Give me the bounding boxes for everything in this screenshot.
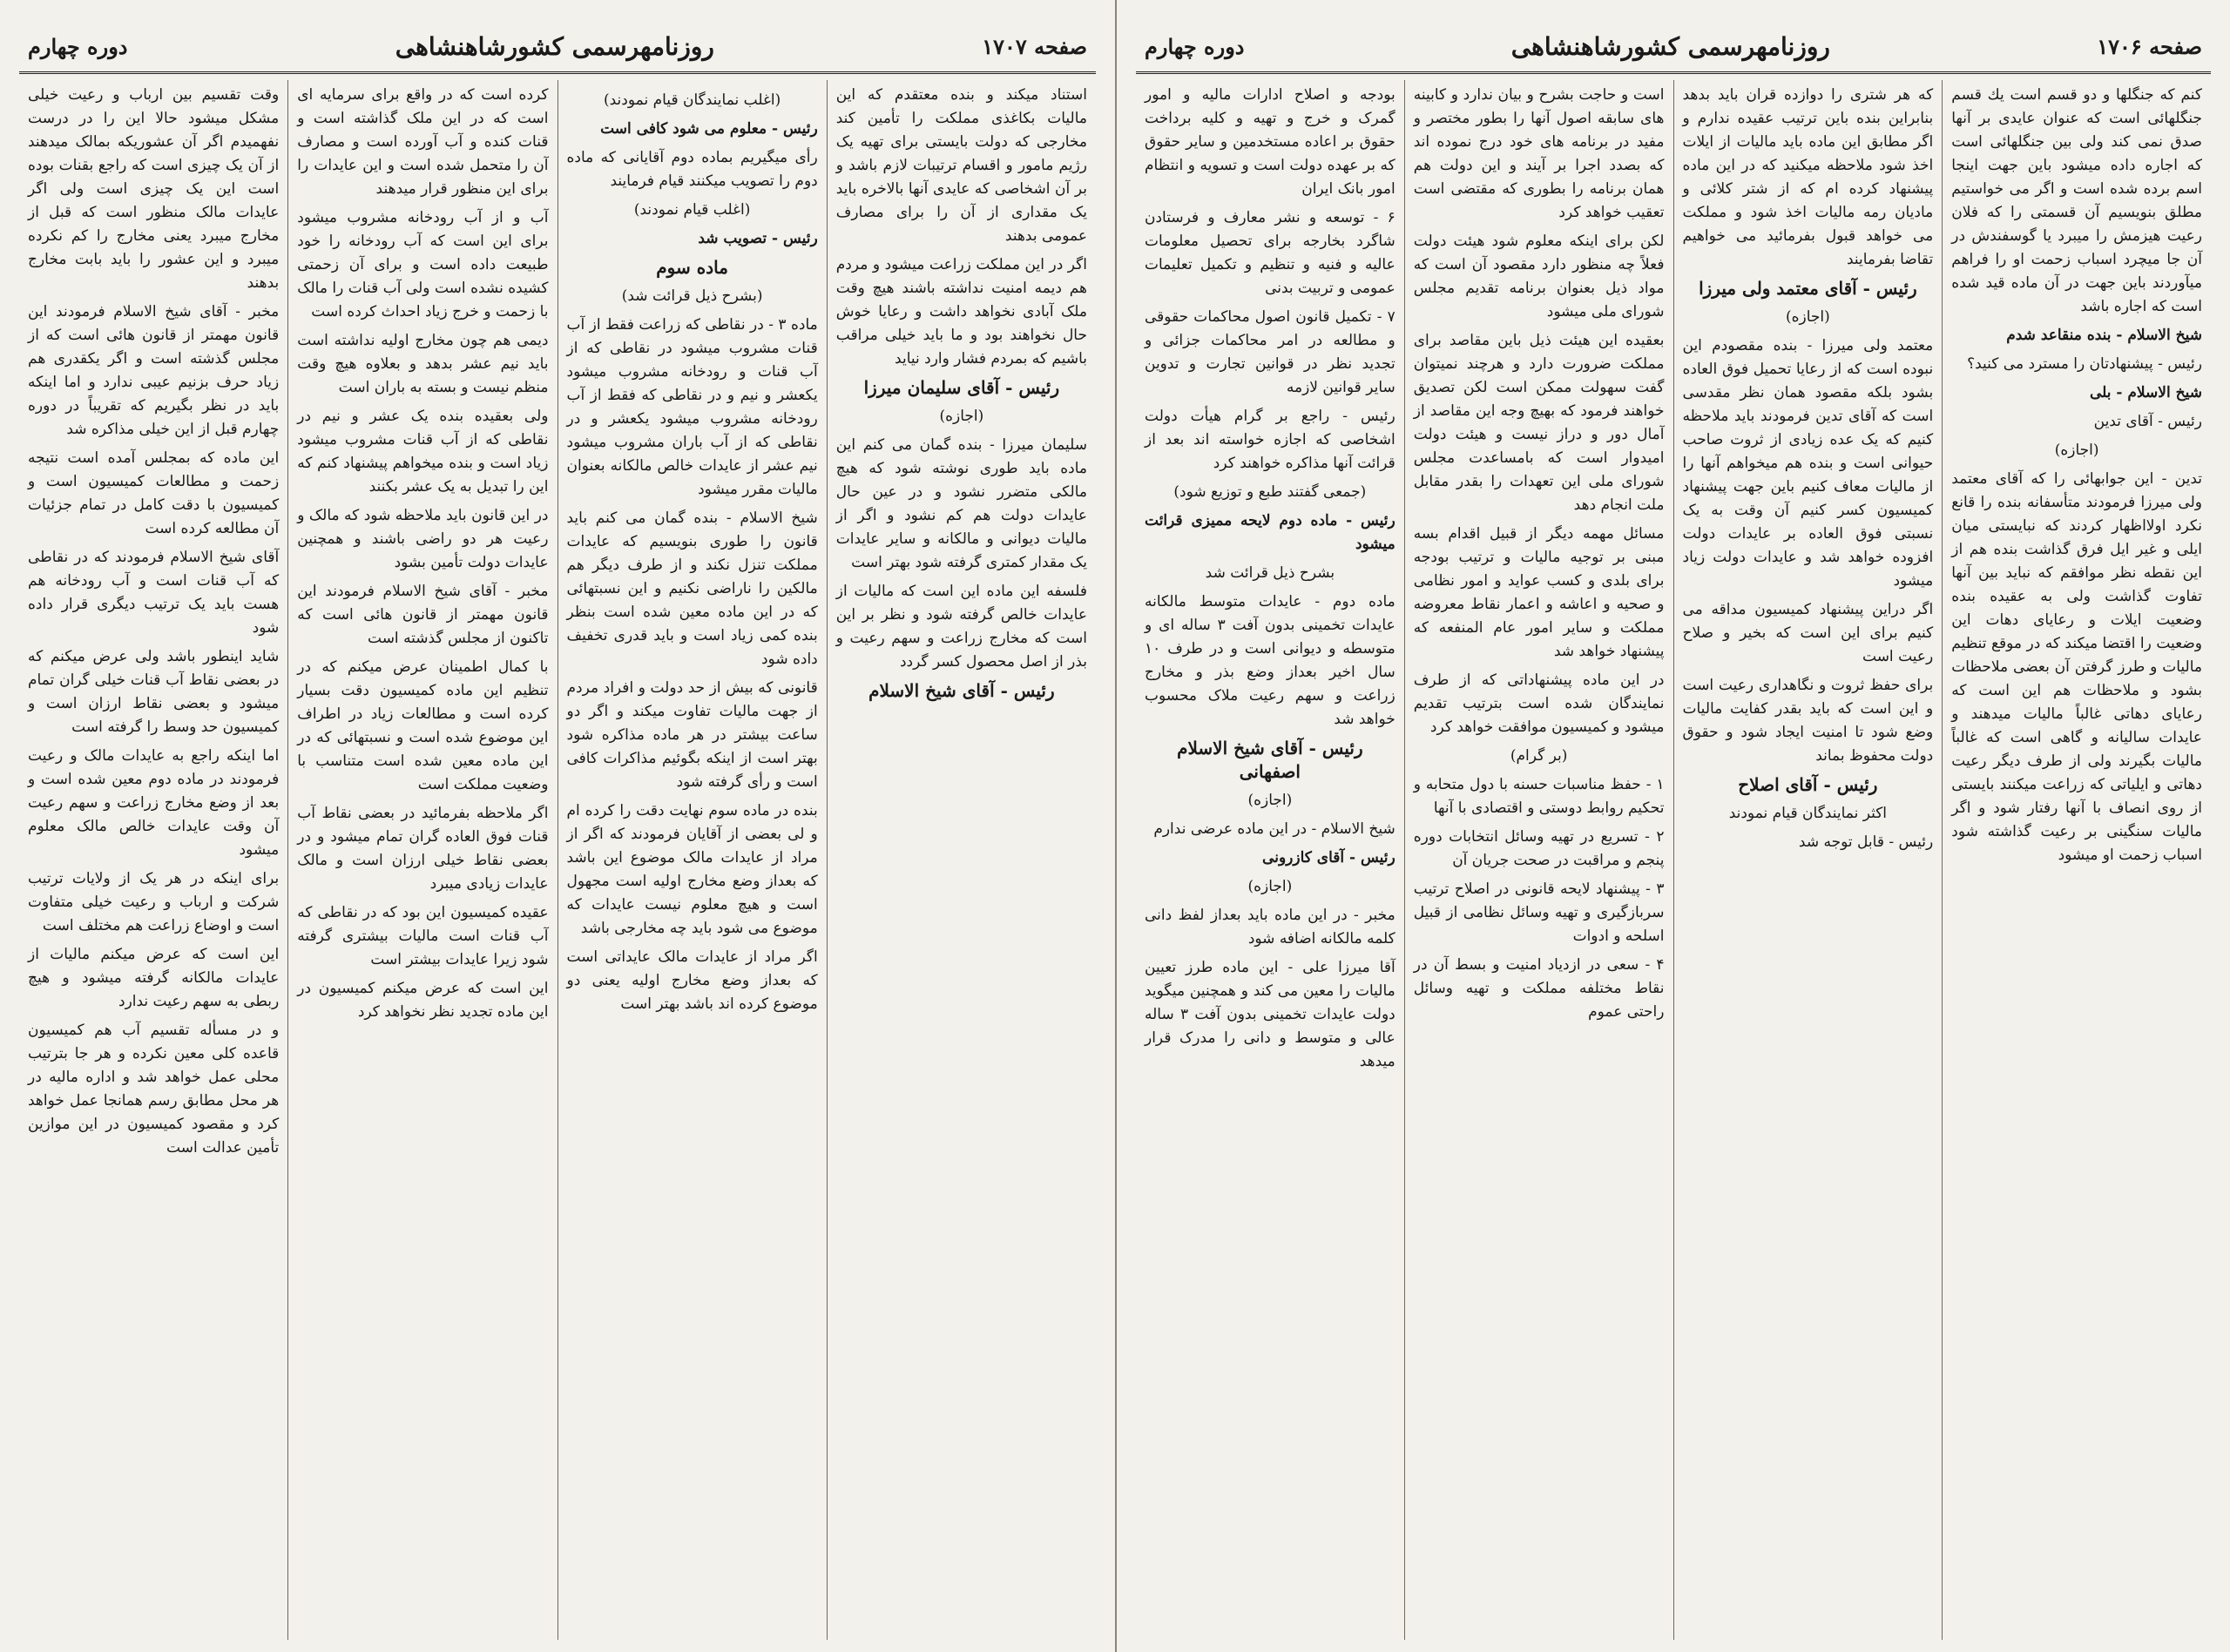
note: (بشرح ذیل قرائت شد) <box>621 287 763 305</box>
paragraph: رئیس - آقای کازرونی <box>1262 849 1395 866</box>
paragraph: است و حاجت بشرح و بیان ندارد و کابینه های سابقه اصول آنها را بطور مختصر و مفید در برنامه های خود درج نموده اند که بصدد اجرا بر آیند و این دولت هم همان برنامه را بطوری که مقتضی است تعقیب خواهد کرد <box>1413 86 1665 221</box>
paragraph: دیمی هم چون مخارج اولیه نداشته است باید نیم عشر بدهد و بعلاوه هیچ وقت منظم نیست و بسته به باران است <box>297 332 549 396</box>
paragraph: رئیس - راجع بر گرام هیأت دولت اشخاصی که اجازه خواسته اند بعد از قرائت آنها مذاکره خواهند کرد <box>1145 408 1395 472</box>
paragraph: اگر دراین پیشنهاد کمیسیون مداقه می کنیم برای این است که بخیر و صلاح رعیت است <box>1682 601 1934 665</box>
paragraph: در این ماده پیشنهاداتی که از طرف نمایندگان شده است بترتیب تقدیم میشود و کمیسیون موافقت خواهد کرد <box>1413 671 1665 736</box>
paragraph: کنم که جنگلها و دو قسم است یك قسم جنگلهائی است که عنوان عایدی بر آنها صدق نمی کند ولی بین جنگلهائی است که اجاره داده میشود باین جهت اینجا اسم برده شده است و اگر می خواستیم مطلق بنویسیم آن قسمتی را که فلان رعیت هیزمش را میبرد یا گوسفندش در آن جا میچرد اسباب زحمت او را فراهم میآوردند باین جهت در آن ماده قید شده است که اجاره باشد <box>1951 86 2202 315</box>
paragraph: شیخ الاسلام - بنده منقاعد شدم <box>2006 327 2202 344</box>
paragraph: ماده ۳ - در نقاطی که زراعت فقط از آب قنات مشروب میشود در نقاطی که از آب قنات و رودخانه مشروب میشود یکعشر و نیم و در نقاطی که فقط از آب رودخانه مشروب میشود یکعشر و در نقاطی که از آب باران مشروب میشود نیم عشر از عایدات خالص مالکانه بعنوان مالیات مقرر میشود <box>566 316 818 498</box>
paragraph: ۲ - تسریع در تهیه وسائل انتخابات دوره پنجم و مراقبت در صحت جریان آن <box>1413 828 1665 869</box>
paragraph: ماده دوم - عایدات متوسط مالکانه عایدات تخمینی بدون آفت ۳ ساله ای و متوسطه و دیوانی است و در طرف ۱۰ سال اخیر بعداز وضع بذر و مخارج زراعت و سهم رعیت ملاک محسوب خواهد شد <box>1145 593 1395 728</box>
paragraph: عقیده کمیسیون این بود که در نقاطی که آب قنات است مالیات بیشتری گرفته شود زیرا عایدات بیشتر است <box>297 904 549 968</box>
paragraph: مخبر - در این ماده باید بعداز لفظ دانی کلمه مالکانه اضافه شود <box>1145 907 1395 947</box>
paragraph: در این قانون باید ملاحظه شود که مالک و رعیت هر دو راضی باشند و همچنین عایدات دولت تأمین بشود <box>297 507 549 571</box>
paragraph: رئیس - آقای تدین <box>2093 413 2202 430</box>
paragraph: وقت تقسیم بین ارباب و رعیت خیلی مشکل میشود حالا این را در درست نفهمیدم اگر آن عشوریکه بمالک میدهند از آن یک چیزی است که راجع بقنات بوده است این یک چیزی است ولی اگر عایدات مالک منظور است که قبل از مخارج میبرد یعنی مخارج را کم نکرده میبرد و این عشور را باید بابت مخارج بدهند <box>28 86 280 292</box>
paragraph: با کمال اطمینان عرض میکنم که در تنظیم این ماده کمیسیون دقت بسیار کرده است و مطالعات زیاد در اطراف این موضوع شده است و نسبتهائی که در این ماده معین شده است متناسب با وضعیت مملکت است <box>297 658 549 793</box>
section-heading: ماده سوم <box>656 257 728 278</box>
paragraph: مسائل مهمه دیگر از قبیل اقدام بسه مبنی بر توجیه مالیات و ترتیب بودجه برای بلدی و کسب عواید و امور نظامی و صحیه و اعاشه و اعمار نقاط معروضه مملکت و سایر امور عام المنفعه که پیشنهاد خواهد شد <box>1413 525 1665 660</box>
left-col-1 <box>827 80 1096 1640</box>
left-col-4 <box>19 80 287 1640</box>
note: (جمعی گفتند طبع و توزیع شود) <box>1173 483 1367 501</box>
paragraph: آقا میرزا علی - این ماده طرز تعیین مالیات را معین می کند و همچنین میگوید دولت عایدات تخمینی بدون آفت ۳ ساله عالی و متوسط و دانی را مدرک قرار میدهد <box>1145 959 1395 1070</box>
paragraph: مخبر - آقای شیخ الاسلام فرمودند این قانون مهمتر از قانون هائی است که تاکنون از مجلس گذشته است <box>297 583 549 647</box>
paragraph: رئیس - تصویب شد <box>698 230 818 247</box>
note: اکثر نمایندگان قیام نمودند <box>1728 805 1888 822</box>
paragraph: ۳ - پیشنهاد لایحه قانونی در اصلاح ترتیب سربازگیری و تهیه وسائل نظامی از قبیل اسلحه و ادوات <box>1413 880 1665 945</box>
right-page-number: صفحه ۱۷۰۶ <box>2097 33 2202 59</box>
speaker-heading: رئیس - آقای سلیمان میرزا <box>863 377 1060 398</box>
paragraph: بنده در ماده سوم نهایت دقت را کرده ام و لی بعضی از آقایان فرمودند که اگر از مراد از عایدات مالک موضوع این باشد که بعداز وضع مخارج اولیه است مجهول است و هیچ معلوم نیست عایدات که موضوع می شود باید چه مخارجی باشد <box>566 802 818 937</box>
note: (بر گرام) <box>1510 747 1568 765</box>
left-col-3 <box>287 80 557 1640</box>
paragraph: اگر مراد از عایدات مالک عایداتی است که بعداز وضع مخارج اولیه یعنی دو موضوع کرده اند باشد بهتر است <box>566 948 818 1013</box>
left-page-number: صفحه ۱۷۰۷ <box>982 33 1087 59</box>
paragraph: رئیس - پیشنهادتان را مسترد می کنید؟ <box>1967 355 2202 373</box>
paragraph: شاید اینطور باشد ولی عرض میکنم که در بعضی نقاط آب قنات خیلی گران تمام میشود و بعضی نقاط ارزان است و کمیسیون حد وسط را گرفته است <box>28 648 280 736</box>
right-masthead-title: روزنامهرسمی کشورشاهنشاهی <box>1510 31 1830 61</box>
note: (اغلب نمایندگان قیام نمودند) <box>604 91 781 109</box>
paragraph: شیخ الاسلام - در این ماده عرضی ندارم <box>1153 820 1395 838</box>
paragraph: شیخ الاسلام - بنده گمان می کنم باید قانون را طوری بنویسیم که عایدات مملکت تنزل نکند و از طرف دیگر هم مالکین را ناراضی نکنیم و این نسبتهائی که در این ماده معین شده است بنظر بنده کمی زیاد است و باید قدری تخفیف داده شود <box>566 509 818 668</box>
paragraph: اگر در این مملکت زراعت میشود و مردم هم دیمه امنیت نداشته باشند هیچ وقت ملک آبادی نخواهد داشت و رعایا خوش حال نخواهند بود و ما باید خیلی مراقب باشیم که بمردم فشار وارد نیاید <box>835 256 1087 367</box>
paragraph: رئیس - معلوم می شود کافی است <box>600 120 818 138</box>
left-masthead-title: روزنامهرسمی کشورشاهنشاهی <box>395 31 714 61</box>
paragraph: برای حفظ ثروت و نگاهداری رعیت است و این است که باید بقدر کفایت مالیات وضع شود تا امنیت ایجاد شود و حقوق دولت محفوظ بماند <box>1682 677 1934 765</box>
note: (اجازه) <box>1785 308 1830 326</box>
paragraph: برای اینکه در هر یک از ولایات ترتیب شرکت و ارباب و رعیت خیلی متفاوت است و اوضاع زراعت هم مختلف است <box>28 870 280 934</box>
right-col-2 <box>1673 80 1943 1640</box>
paragraph: این است که عرض میکنم مالیات از عایدات مالکانه گرفته میشود و هیچ ربطی به سهم رعیت ندارد <box>28 946 280 1010</box>
paragraph: کرده است که در واقع برای سرمایه ای است که در این ملک گذاشته است و قنات کنده و آب آورده است و مصارف آن را متحمل شده است و این عایدات را برای این منظور قرار میدهند <box>297 86 549 198</box>
speaker-heading: رئیس - آقای معتمد ولی میرزا <box>1699 278 1917 299</box>
paragraph: اما اینکه راجع به عایدات مالک و رعیت فرمودند در ماده دوم معین شده است و بعد از وضع مخارج زراعت و سهم رعیت آن وقت عایدات خالص مالک معلوم میشود <box>28 747 280 859</box>
paragraph: این است که عرض میکنم کمیسیون در این ماده تجدید نظر نخواهد کرد <box>297 980 549 1021</box>
right-masthead <box>1136 21 2211 74</box>
paragraph: ولی بعقیده بنده یک عشر و نیم در نقاطی که از آب قنات مشروب میشود زیاد است و بنده میخواهم پیشنهاد کنم که این را تبدیل به یک عشر بکنند <box>297 408 549 496</box>
right-col-3 <box>1404 80 1673 1640</box>
paragraph: اگر ملاحظه بفرمائید در بعضی نقاط آب قنات فوق العاده گران تمام میشود و در بعضی نقاط خیلی ارزان است و مالک عایدات زیادی میبرد <box>297 805 549 893</box>
paragraph: رأی میگیریم بماده دوم آقایانی که ماده دوم را تصویب میکنند قیام فرمایند <box>566 149 818 190</box>
speaker-heading: رئیس - آقای شیخ الاسلام <box>868 680 1055 701</box>
paragraph: و در مسأله تقسیم آب هم کمیسیون قاعده کلی معین نکرده و هر جا بترتیب محلی عمل خواهد شد و اداره مالیه در هر محل مطابق رسم همانجا عمل خواهد کرد و مقصود کمیسیون در این موازین تأمین عدالت است <box>28 1022 280 1156</box>
left-masthead <box>19 21 1096 74</box>
left-col-2 <box>558 80 827 1640</box>
paragraph: قانونی که بیش از حد دولت و افراد مردم از جهت مالیات تفاوت میکند و اگر دو ساعت بیشتر در هر ماده مذاکره شود بهتر است از اینکه بگوئیم مذاکرات کافی است و رأی گرفته شود <box>566 679 818 791</box>
paragraph: بعقیده این هیئت ذیل باین مقاصد برای مملکت ضرورت دارد و هرچند نمیتوان گفت سهولت ممکن است لکن تصدیق خواهند فرمود که بهیچ وجه این مقاصد از آمال دور و دراز نیست و هیئت دولت امیدوار است که بامساعدت مجلس شورای ملی این تعهدات را بقدر مقابل ملت انجام دهد <box>1413 332 1665 514</box>
paragraph: شیخ الاسلام - بلی <box>2089 384 2202 401</box>
paragraph: سلیمان میرزا - بنده گمان می کنم این ماده باید طوری نوشته شود که هیچ مالکی متضرر نشود و در عین حال عایدات دولت هم کم نشود و اگر از مالیات دیوانی و مالکانه و سایر عایدات یک مقدار کمتری گرفته شود بهتر است <box>835 436 1087 571</box>
speaker-heading: رئیس - آقای اصلاح <box>1738 774 1878 795</box>
paragraph: آب و از آب رودخانه مشروب میشود برای این است که آب رودخانه را خود طبیعت داده است و برای آن زحمتی کشیده نشده است ولی آب قنات را مالک با زحمت و خرج زیاد احداث کرده است <box>297 209 549 320</box>
note: (اجازه) <box>939 408 984 425</box>
paragraph: بودجه و اصلاح ادارات مالیه و امور گمرک و خرج و تهیه و کلیه برداخت حقوق بر اعاده مستخدمین و سایر حقوق که بر عهده دولت است و تسویه و انتظام امور بانک ایران <box>1145 86 1395 198</box>
paragraph: استناد میکند و بنده معتقدم که این مالیات بکاغذی مملکت را تأمین کند مخارجی که دولت بایستی برای تهیه یک رژیم مامور و اقسام ترتیبات لازم باشد و بر آن اشخاصی که عایدی آنها بالاخره باید یک مقداری از آن را برای مصارف عمومی بدهند <box>835 86 1087 245</box>
paragraph: آقای شیخ الاسلام فرمودند که در نقاطی که آب قنات است و آب رودخانه هم هست باید یک ترتیب دیگری قرار داده شود <box>28 549 280 637</box>
right-col-4 <box>1136 80 1404 1640</box>
right-col-1 <box>1942 80 2211 1640</box>
paragraph: فلسفه این ماده این است که مالیات از عایدات خالص گرفته شود و نظر بر این است که مخارج زراعت و سهم رعیت و بذر از اصل محصول کسر گردد <box>835 583 1087 671</box>
note: (اجازه) <box>1247 792 1293 809</box>
paragraph: که هر شتری را دوازده قران باید بدهد بنابراین بنده باین ترتیب عقیده ندارم و اگر مطابق این ماده باید مالیات از ایلات اخذ شود ملاحظه میکنید که در این ماده پیشنهاد کرده ام که از شتر کلائی و مادیان رمه مالیات اخذ شود و مملکت می خواهد قبول بفرمائید می خواهیم تقاضا بفرمایند <box>1682 86 1934 268</box>
left-period: دوره چهارم <box>28 33 128 59</box>
note: (اجازه) <box>2054 442 2099 459</box>
paragraph: تدین - این جوابهائی را که آقای معتمد ولی میرزا فرمودند متأسفانه بنده را قانع نکرد اولااظهار کردند که نبایستی میان ایلی و غیر ایل فرق گذاشت بنده هم از این نقطه نظر موافقم که نباید بین آنها تفاوت گذاشت ولی به عقیده بنده وضعیت ایلات و رعایای دهات این وضعیت را اقتضا میکند که در موقع تنظیم مالیات و طرز گرفتن آن بعضی ملاحظات بشود و ملاحظات هم این است که رعایای دهاتی غالباً مالیات میدهند و عایدات سالیانه و گاهی است که غالباً مالیات بگیرند ولی از طرف دیگر رعیت دهاتی و ایلیاتی که زراعت میکنند بایستی از روی انصاف با آنها رفتار شود و اگر مالیات سنگینی بر رعیت گذاشته شود اسباب زحمت او میشود <box>1951 470 2202 864</box>
right-period: دوره چهارم <box>1145 33 1245 59</box>
paragraph: ۴ - سعی در ازدیاد امنیت و بسط آن در نقاط مختلفه مملکت و تهیه وسائل راحتی عموم <box>1413 956 1665 1021</box>
note: (اجازه) <box>1247 878 1293 895</box>
right-page <box>1117 0 2230 1652</box>
note: بشرح ذیل قرائت شد <box>1205 564 1335 582</box>
paragraph: ۷ - تکمیل قانون اصول محاکمات حقوقی و مطالعه در امر محاکمات جزائی و تجدید نظر در قوانین تجارت و تدوین سایر قوانین لازمه <box>1145 308 1395 396</box>
note: (اغلب قیام نمودند) <box>633 201 751 219</box>
paragraph: معتمد ولی میرزا - بنده مقصودم این نبوده است که از رعایا تحمیل فوق العاده بشود بلکه مقصود همان نظر مقدسی است که آقای تدین فرمودند باید ملاحظه کنیم که یک عده زیادی از ثروت صاحب حیوانی است و بنده هم میخواهم آنها را از مالیات معاف کنیم باین جهت پیشنهاد کمیسیون کسر کنیم آن وقت به یک نسبتی فوق العاده بر عایدات دولت افزوده خواهد شد و عایدات دولت زیاد میشود <box>1682 337 1934 590</box>
paragraph: مخبر - آقای شیخ الاسلام فرمودند این قانون مهمتر از قانون هائی است که از مجلس گذشته است و اگر یکقدری هم زیاد حرف بزنیم عیبی ندارد و اما اینکه باید در نظر بگیریم که تقریباً در دوره چهارم قبل از این خیلی مذاکره شد <box>28 303 280 438</box>
paragraph: ۱ - حفظ مناسبات حسنه با دول متحابه و تحکیم روابط دوستی و اقتصادی با آنها <box>1413 776 1665 817</box>
speaker-heading: رئیس - آقای شیخ الاسلام اصفهانی <box>1177 738 1363 782</box>
left-columns <box>19 80 1096 1640</box>
paragraph: این ماده که بمجلس آمده است نتیجه زحمت و مطالعات کمیسیون است و کمیسیون با دقت کامل در تمام جزئیات آن مطالعه کرده است <box>28 449 280 537</box>
paragraph: رئیس - قابل توجه شد <box>1798 833 1934 851</box>
paragraph: لکن برای اینکه معلوم شود هیئت دولت فعلاً چه منظور دارد مقصود آن است که مواد ذیل بعنوان برنامه تقدیم مجلس شورای ملی میشود <box>1413 233 1665 320</box>
paragraph: رئیس - ماده دوم لایحه ممیزی قرائت میشود <box>1145 512 1395 553</box>
paragraph: ۶ - توسعه و نشر معارف و فرستادن شاگرد بخارجه برای تحصیل معلومات عالیه و فنیه و تنظیم و تکمیل تعلیمات عمومی و تربیت بدنی <box>1145 209 1395 297</box>
right-columns <box>1136 80 2211 1640</box>
